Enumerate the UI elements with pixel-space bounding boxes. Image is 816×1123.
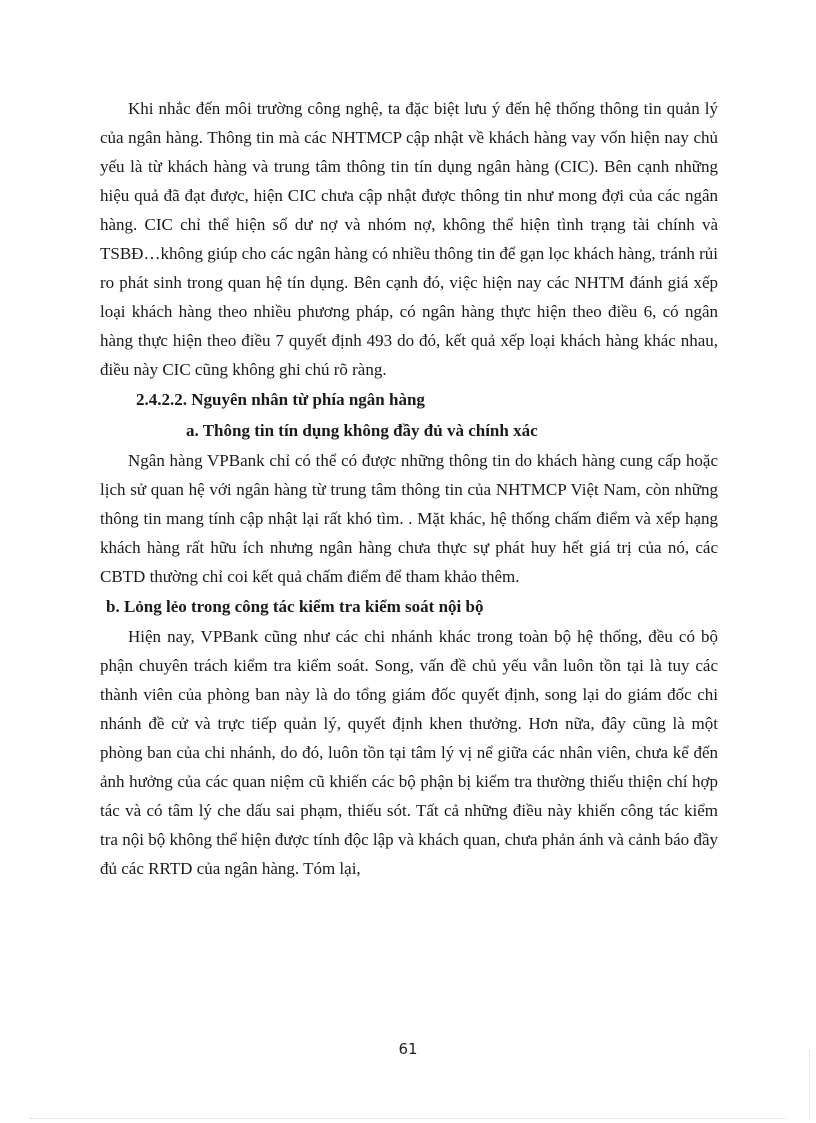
subheading-a: a. Thông tin tín dụng không đầy đủ và chính xác [186, 421, 538, 440]
paragraph-credit-information: Ngân hàng VPBank chỉ có thể có được những thông tin do khách hàng cung cấp hoặc lịch sử quan hệ với ngân hàng từ trung tâm thông tin của NHTMCP Việt Nam, còn những thông tin mang tính cập nhật lại rất khó tìm. . Mặt khác, hệ thống chấm điểm và xếp hạng khách hàng rất hữu ích nhưng ngân hàng chưa thực sự phát huy hết giá trị của nó, các CBTD thường chỉ coi kết quả chấm điểm để tham khảo thêm. [100, 451, 718, 586]
section-heading: 2.4.2.2. Nguyên nhân từ phía ngân hàng [136, 390, 425, 409]
page-bottom-border [30, 1118, 786, 1119]
document-body [100, 94, 718, 883]
paragraph-internal-control: Hiện nay, VPBank cũng như các chi nhánh khác trong toàn bộ hệ thống, đều có bộ phận chuyên trách kiểm tra kiểm soát. Song, vấn đề chủ yếu vẫn luôn tồn tại là tuy các thành viên của phòng ban này là do tổng giám đốc quyết định, song lại do giám đốc chi nhánh đề cử và trực tiếp quản lý, quyết định khen thưởng. Hơn nữa, đây cũng là một phòng ban của chi nhánh, do đó, luôn tồn tại tâm lý vị nể giữa các nhân viên, chưa kể đến ảnh hưởng của các quan niệm cũ khiến các bộ phận bị kiểm tra thường thiếu thiện chí hợp tác và có tâm lý che dấu sai phạm, thiếu sót. Tất cả những điều này khiến công tác kiểm tra nội bộ không thể hiện được tính độc lập và khách quan, chưa phản ánh và cảnh báo đầy đủ các RRTD của ngân hàng. Tóm lại, [100, 627, 718, 878]
page-number: 61 [398, 1040, 418, 1058]
page-right-border [809, 1050, 810, 1120]
paragraph-technology-environment: Khi nhắc đến môi trường công nghệ, ta đặc biệt lưu ý đến hệ thống thông tin quản lý của ngân hàng. Thông tin mà các NHTMCP cập nhật về khách hàng vay vốn hiện nay chủ yếu là từ khách hàng và trung tâm thông tin tín dụng ngân hàng (CIC). Bên cạnh những hiệu quả đã đạt được, hiện CIC chưa cập nhật được thông tin như mong đợi của các ngân hàng. CIC chỉ thể hiện số dư nợ và nhóm nợ, không thể hiện tình trạng tài chính và TSBĐ…không giúp cho các ngân hàng có nhiều thông tin để gạn lọc khách hàng, tránh rủi ro phát sinh trong quan hệ tín dụng. Bên cạnh đó, việc hiện nay các NHTM đánh giá xếp loại khách hàng theo nhiều phương pháp, có ngân hàng thực hiện theo điều 6, có ngân hàng thực hiện theo điều 7 quyết định 493 do đó, kết quả xếp loại khách hàng khác nhau, điều này CIC cũng không ghi chú rõ ràng. [100, 99, 718, 379]
subheading-b: b. Lỏng lẻo trong công tác kiểm tra kiểm soát nội bộ [106, 597, 484, 616]
